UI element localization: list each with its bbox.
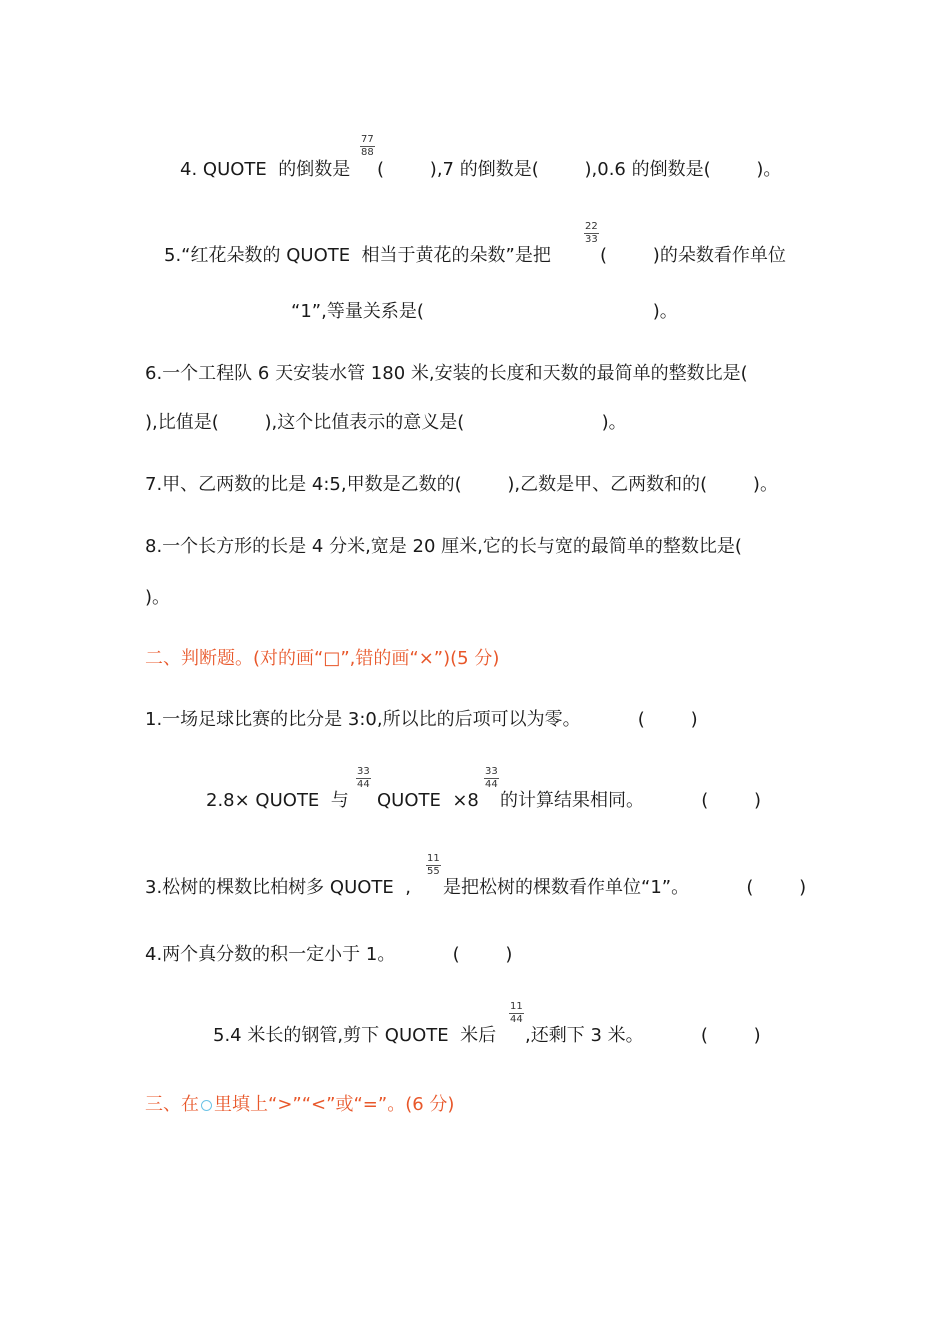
question-4-part1: 4. QUOTE 的倒数是 xyxy=(180,159,351,180)
judgment-2-part2: QUOTE ×8 xyxy=(377,790,479,811)
fraction-22-33 xyxy=(584,222,599,245)
fraction-numerator: 11 xyxy=(510,1001,523,1012)
fraction-numerator: 22 xyxy=(585,221,598,232)
fraction-denominator: 44 xyxy=(357,779,370,790)
question-8-line2: )。 xyxy=(145,587,171,608)
judgment-3-part1: 3.松树的棵数比柏树多 QUOTE , xyxy=(145,877,411,898)
section-2-heading: 二、判断题。(对的画“□”,错的画“×”)(5 分) xyxy=(145,648,500,669)
fraction-denominator: 55 xyxy=(427,866,440,877)
fraction-numerator: 77 xyxy=(361,134,374,145)
section-3-heading-part2: 里填上“>”“<”或“=”。(6 分) xyxy=(214,1094,455,1115)
judgment-2-part3: 的计算结果相同。 ( ) xyxy=(500,790,762,811)
question-6-line2: ),比值是( ),这个比值表示的意义是( )。 xyxy=(145,412,627,433)
question-5-part2: ( )的朵数看作单位 xyxy=(600,245,786,266)
fraction-numerator: 33 xyxy=(485,766,498,777)
question-4-part2: ( ),7 的倒数是( ),0.6 的倒数是( )。 xyxy=(377,159,782,180)
judgment-4: 4.两个真分数的积一定小于 1。 ( ) xyxy=(145,944,513,965)
fraction-numerator: 11 xyxy=(427,853,440,864)
fraction-denominator: 33 xyxy=(585,234,598,245)
circle-icon xyxy=(201,1100,212,1111)
question-6-line1: 6.一个工程队 6 天安装水管 180 米,安装的长度和天数的最简单的整数比是( xyxy=(145,363,748,384)
judgment-5-part2: ,还剩下 3 米。 ( ) xyxy=(525,1025,761,1046)
fraction-numerator: 33 xyxy=(357,766,370,777)
judgment-3-part2: 是把松树的棵数看作单位“1”。 ( ) xyxy=(443,877,807,898)
judgment-2-part1: 2.8× QUOTE 与 xyxy=(206,790,349,811)
section-3-heading-part1: 三、在 xyxy=(145,1094,199,1115)
fraction-33-44-b xyxy=(484,767,499,790)
fraction-11-44 xyxy=(509,1002,524,1025)
fraction-11-55 xyxy=(426,854,441,877)
question-8-line1: 8.一个长方形的长是 4 分米,宽是 20 厘米,它的长与宽的最简单的整数比是( xyxy=(145,536,742,557)
question-5-line2: “1”,等量关系是( )。 xyxy=(291,301,678,322)
section-3-heading xyxy=(145,1093,454,1117)
fraction-denominator: 44 xyxy=(510,1014,523,1025)
judgment-1: 1.一场足球比赛的比分是 3:0,所以比的后项可以为零。 ( ) xyxy=(145,709,698,730)
question-7: 7.甲、乙两数的比是 4:5,甲数是乙数的( ),乙数是甲、乙两数和的( )。 xyxy=(145,474,778,495)
question-5-part1: 5.“红花朵数的 QUOTE 相当于黄花的朵数”是把 xyxy=(164,245,551,266)
fraction-denominator: 44 xyxy=(485,779,498,790)
fraction-denominator: 88 xyxy=(361,147,374,158)
fraction-33-44-a xyxy=(356,767,371,790)
judgment-5-part1: 5.4 米长的钢管,剪下 QUOTE 米后 xyxy=(213,1025,497,1046)
fraction-77-88 xyxy=(360,135,375,158)
